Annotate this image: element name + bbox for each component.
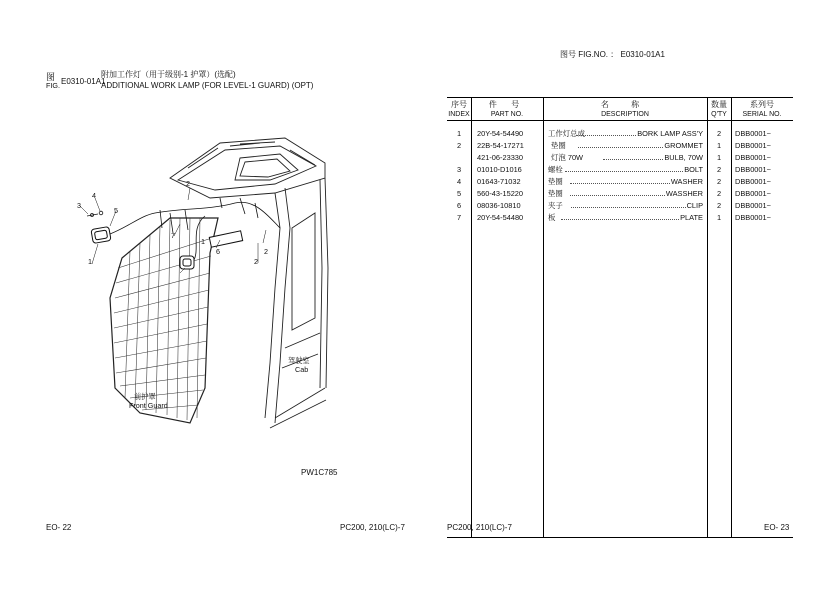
row-index: 6 xyxy=(456,201,462,210)
row-qty: 2 xyxy=(716,165,722,174)
row-name-en-text: PLATE xyxy=(680,213,703,222)
header-index-zh: 序号 xyxy=(451,100,467,109)
callout-2c: 2 xyxy=(264,247,268,256)
header-serial-zh: 系列号 xyxy=(750,100,774,109)
front-guard-label-zh: 前护罩 xyxy=(134,392,156,401)
row-serial: DBB0001~ xyxy=(735,213,771,222)
figure-title-zh: 附加工作灯（用于级别-1 护罩）(选配) xyxy=(101,70,236,79)
row-name-en xyxy=(548,152,703,164)
footer-page-right: EO- 23 xyxy=(764,523,790,532)
parts-diagram xyxy=(70,118,340,448)
row-index: 1 xyxy=(456,129,462,138)
front-guard-label-en: Front Guard xyxy=(129,401,168,410)
footer-model-left: PC200, 210(LC)-7 xyxy=(340,523,405,532)
row-index: 7 xyxy=(456,213,462,222)
fig-no-separator: ： xyxy=(610,50,619,59)
fig-no-value: E0310-01A1 xyxy=(620,50,665,59)
table-row xyxy=(447,140,793,152)
row-serial: DBB0001~ xyxy=(735,177,771,186)
row-qty: 2 xyxy=(716,129,722,138)
row-name-zh: 垫圈 xyxy=(548,189,563,198)
fig-number: E0310-01A1 xyxy=(61,77,106,86)
row-index: 5 xyxy=(456,189,462,198)
callout-2b: 2 xyxy=(254,257,258,266)
row-part-no: 20Y-54-54480 xyxy=(477,213,524,222)
header-index-en: INDEX xyxy=(448,111,470,118)
table-row xyxy=(447,212,793,224)
row-name-en-text: GROMMET xyxy=(664,141,703,150)
row-name-zh: 板 xyxy=(548,213,556,222)
row-name-zh: 垫圈 xyxy=(548,177,563,186)
row-qty: 2 xyxy=(716,201,722,210)
row-name-en-text: BOLT xyxy=(684,165,703,174)
row-qty: 1 xyxy=(716,141,722,150)
row-serial: DBB0001~ xyxy=(735,201,771,210)
fig-no-label-en: FIG.NO. xyxy=(578,50,609,59)
row-qty: 1 xyxy=(716,213,722,222)
fig-no-header xyxy=(560,50,665,59)
row-name-en xyxy=(548,176,703,188)
callout-7: 7 xyxy=(171,231,175,240)
callout-6: 6 xyxy=(216,247,220,256)
row-name-en-text: BORK LAMP ASS'Y xyxy=(637,129,703,138)
callout-3: 3 xyxy=(77,201,81,210)
row-qty: 2 xyxy=(716,177,722,186)
row-serial: DBB0001~ xyxy=(735,129,771,138)
header-desc-zh: 名 称 xyxy=(600,100,650,109)
row-name-en xyxy=(548,164,703,176)
header-part-en: PART NO. xyxy=(490,111,524,118)
row-name-zh: 工作灯总成 xyxy=(548,129,585,138)
row-name-en-text: CLIP xyxy=(686,201,703,210)
row-qty: 1 xyxy=(716,153,722,162)
callout-1: 1 xyxy=(88,257,92,266)
row-name-zh: 螺栓 xyxy=(548,165,563,174)
row-name-en xyxy=(548,128,703,140)
table-row xyxy=(447,152,793,164)
callout-4: 4 xyxy=(92,191,96,200)
cab-label-en: Cab xyxy=(295,365,309,374)
row-serial: DBB0001~ xyxy=(735,189,771,198)
row-name-en xyxy=(548,188,703,200)
footer-page-left: EO- 22 xyxy=(46,523,72,532)
callout-5: 5 xyxy=(114,206,118,215)
row-name-en-text: BULB, 70W xyxy=(664,153,703,162)
row-part-no: 20Y-54-54490 xyxy=(477,129,524,138)
row-part-no: 08036-10810 xyxy=(477,201,521,210)
row-index: 3 xyxy=(456,165,462,174)
row-part-no: 01643-71032 xyxy=(477,177,521,186)
row-part-no: 22B-54-17271 xyxy=(477,141,524,150)
row-serial: DBB0001~ xyxy=(735,141,771,150)
callout-1b: 1 xyxy=(201,237,205,246)
row-serial: DBB0001~ xyxy=(735,153,771,162)
row-part-no: 560-43-15220 xyxy=(477,189,524,198)
footer-model-right: PC200, 210(LC)-7 xyxy=(447,523,512,532)
header-serial-en: SERIAL NO. xyxy=(742,111,782,118)
figure-title-en: ADDITIONAL WORK LAMP (FOR LEVEL-1 GUARD) (OPT) xyxy=(101,81,314,90)
row-name-zh: 灯泡 70W xyxy=(551,153,584,162)
callout-2: 2 xyxy=(186,179,190,188)
row-qty: 2 xyxy=(716,189,722,198)
table-row xyxy=(447,200,793,212)
row-name-en-text: WASHER xyxy=(670,177,703,186)
fig-no-label-zh: 图号 xyxy=(560,50,576,59)
header-qty-en: Q'TY xyxy=(711,111,727,118)
cab-label-zh: 驾驶室 xyxy=(288,356,310,365)
row-index: 4 xyxy=(456,177,462,186)
row-name-en-text: WASSHER xyxy=(665,189,703,198)
row-name-en xyxy=(548,212,703,224)
fig-label-zh: 图 xyxy=(46,72,56,82)
table-row xyxy=(447,188,793,200)
header-qty-zh: 数量 xyxy=(711,100,727,109)
parts-table xyxy=(447,97,793,538)
row-serial: DBB0001~ xyxy=(735,165,771,174)
row-part-no: 421-06-23330 xyxy=(477,153,524,162)
header-part-zh: 件 号 xyxy=(488,100,526,109)
diagram-code: PW1C785 xyxy=(301,468,338,477)
row-name-zh: 夹子 xyxy=(548,201,563,210)
row-name-zh: 垫圈 xyxy=(551,141,566,150)
row-index: 2 xyxy=(456,141,462,150)
row-name-en xyxy=(548,140,703,152)
row-name-en xyxy=(548,200,703,212)
fig-label-en: FIG. xyxy=(46,81,60,90)
row-part-no: 01010-D1016 xyxy=(477,165,522,174)
table-row xyxy=(447,164,793,176)
table-row xyxy=(447,128,793,140)
header-desc-en: DESCRIPTION xyxy=(601,111,649,118)
table-row xyxy=(447,176,793,188)
